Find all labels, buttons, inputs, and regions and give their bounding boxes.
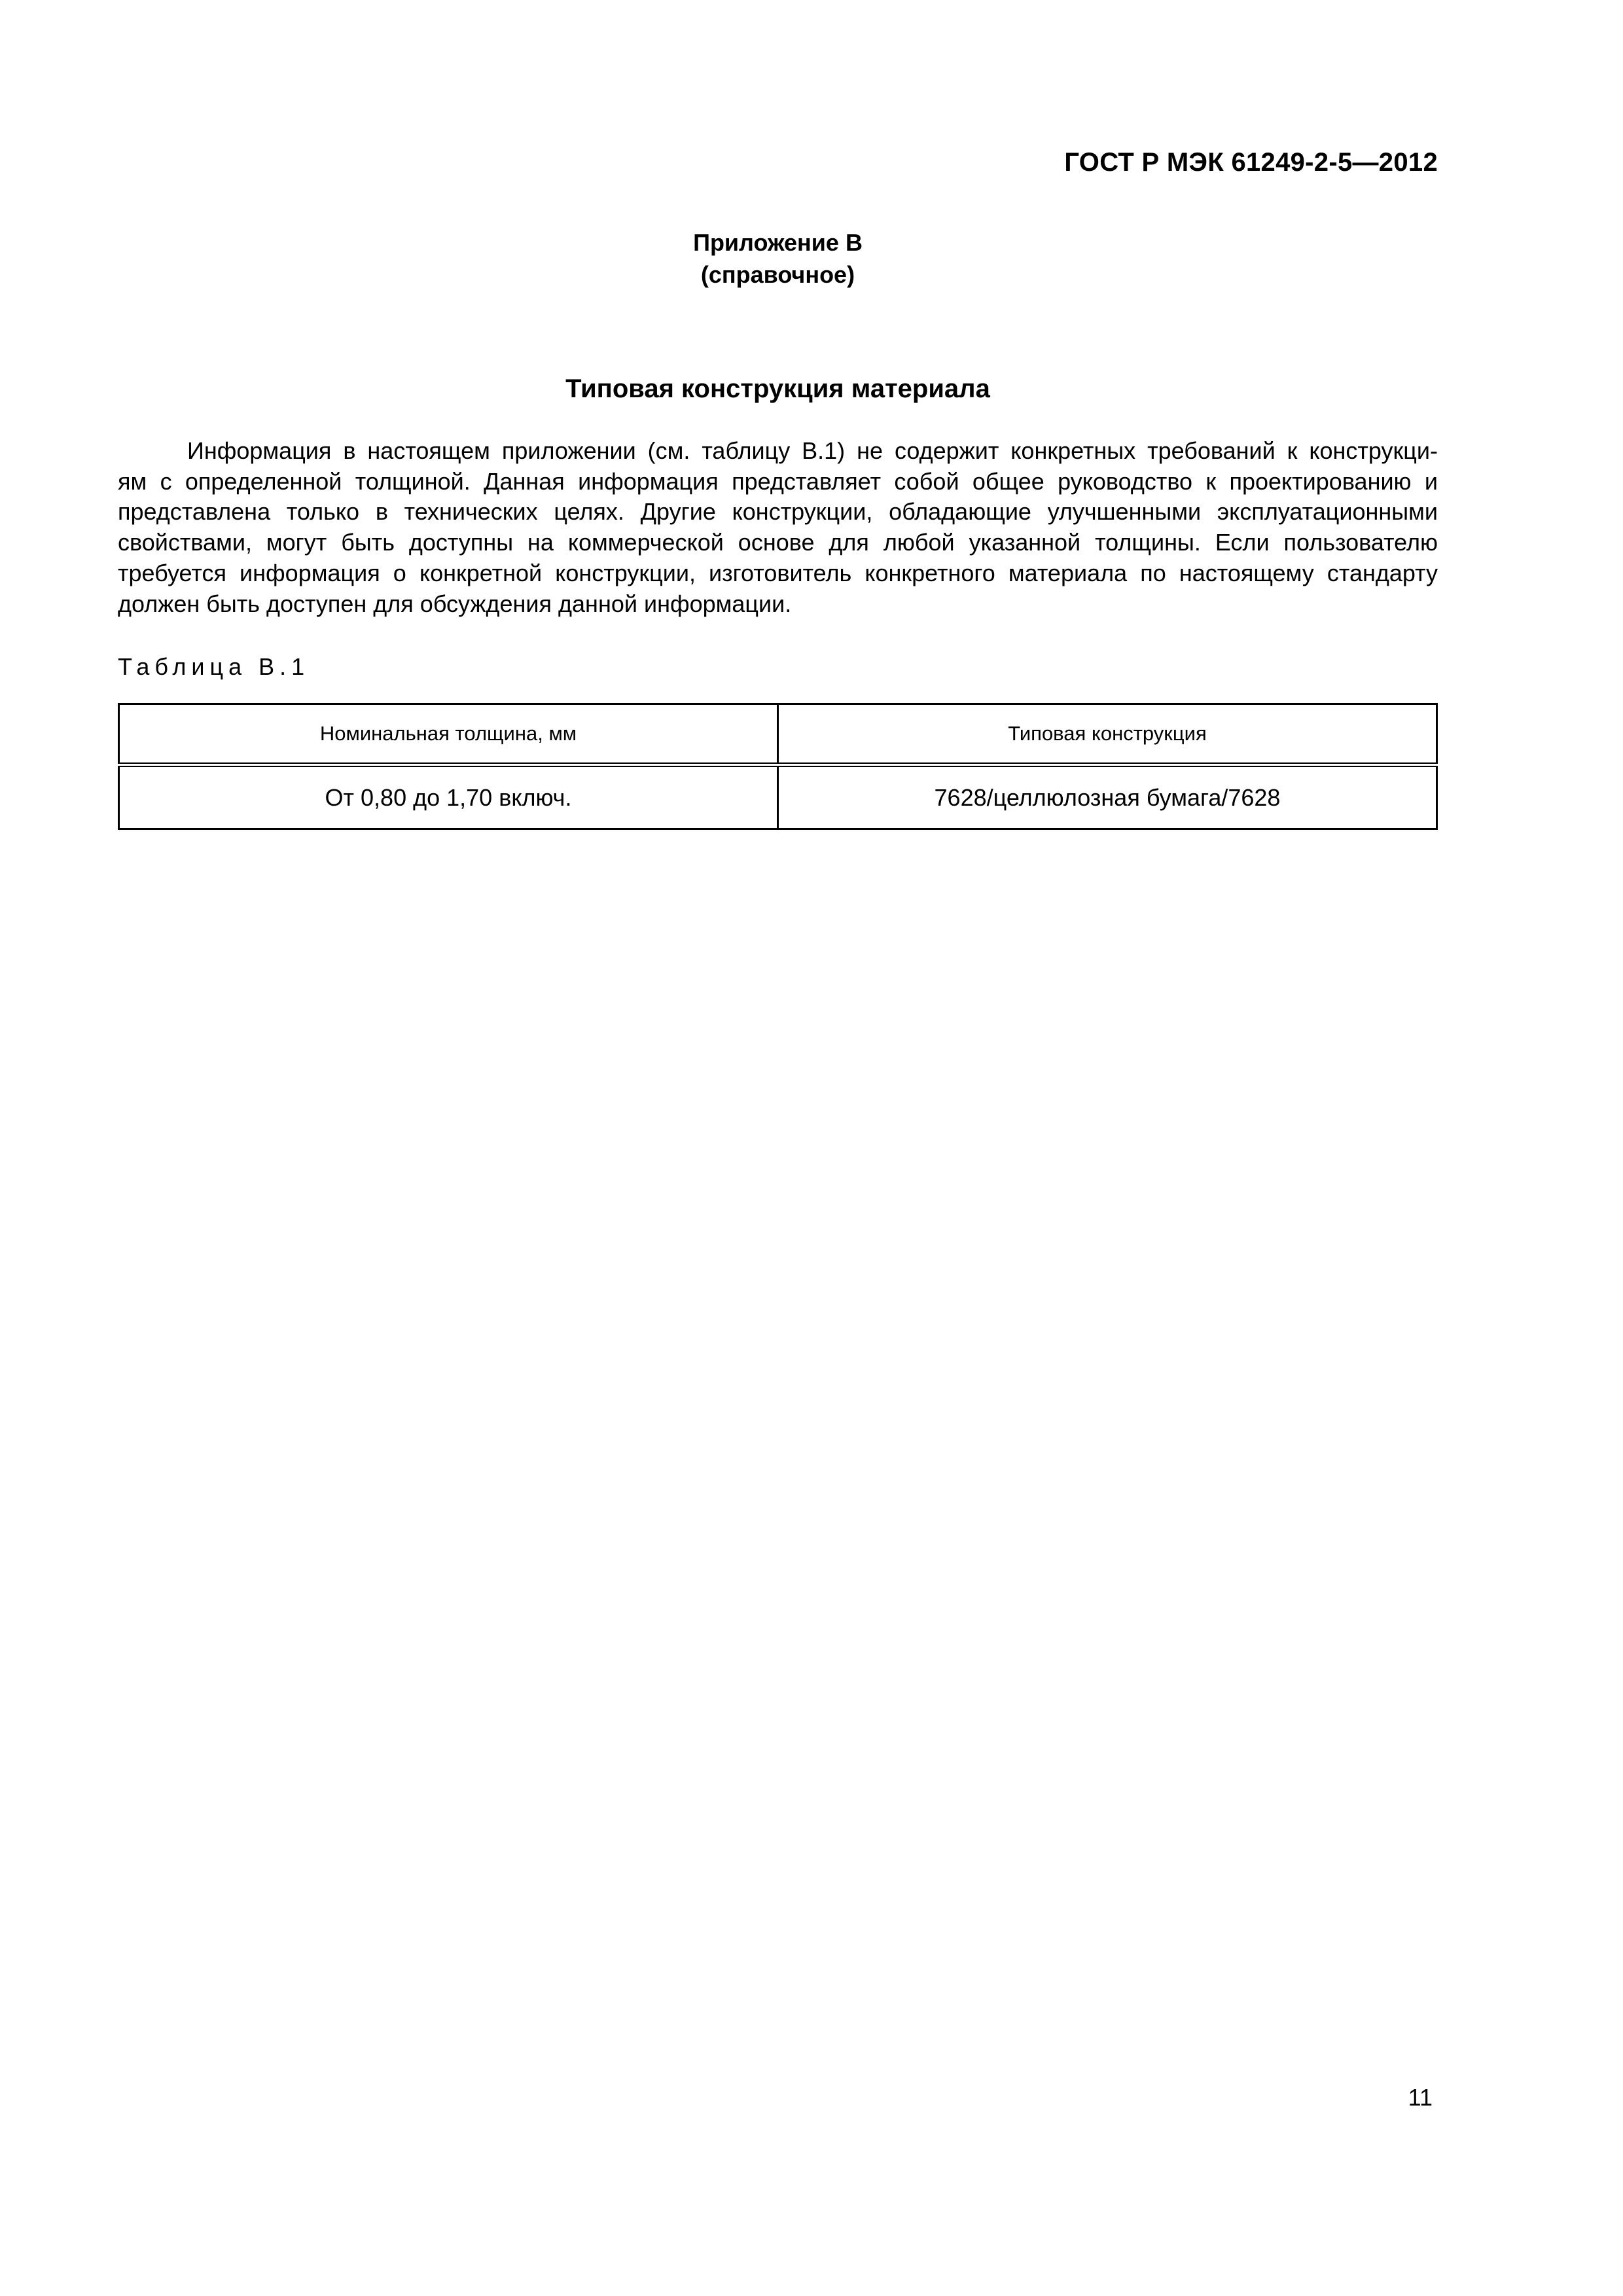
cell-construction: 7628/целлюлозная бумага/7628 xyxy=(778,765,1437,829)
paragraph-line: Информация в настоящем приложении (см. таблицу В.1) не содержит конкретных требований к конструкци- xyxy=(187,437,1438,464)
paragraph-line: свойствами, могут быть доступны на коммерческой основе для любой указанной толщины. Если пользователю xyxy=(118,529,1438,556)
cell-thickness: От 0,80 до 1,70 включ. xyxy=(119,765,778,829)
column-header-construction: Типовая конструкция xyxy=(778,704,1437,765)
paragraph-line: должен быть доступен для обсуждения данной информации. xyxy=(118,590,792,617)
appendix-title: Приложение В xyxy=(693,229,863,256)
appendix-heading xyxy=(118,226,1438,291)
paragraph-line: представлена только в технических целях. Другие конструкции, обладающие улучшенными эксплуатационными xyxy=(118,498,1438,526)
page-number: 11 xyxy=(1408,2084,1433,2111)
table-caption: Таблица В.1 xyxy=(118,653,310,680)
body-paragraph xyxy=(118,436,1438,619)
paragraph-line: требуется информация о конкретной конструкции, изготовитель конкретного материала по настоящему стандарту xyxy=(118,559,1438,586)
section-title: Типовая конструкция материала xyxy=(565,374,990,403)
data-table xyxy=(118,703,1438,830)
column-header-thickness: Номинальная толщина, мм xyxy=(119,704,778,765)
table-row xyxy=(119,765,1437,829)
table-header-row xyxy=(119,704,1437,765)
paragraph-line: ям с определенной толщиной. Данная информация представляет собой общее руководство к проектированию и xyxy=(118,467,1438,495)
document-code: ГОСТ Р МЭК 61249-2-5—2012 xyxy=(1064,148,1438,177)
appendix-status: (справочное) xyxy=(700,261,855,288)
